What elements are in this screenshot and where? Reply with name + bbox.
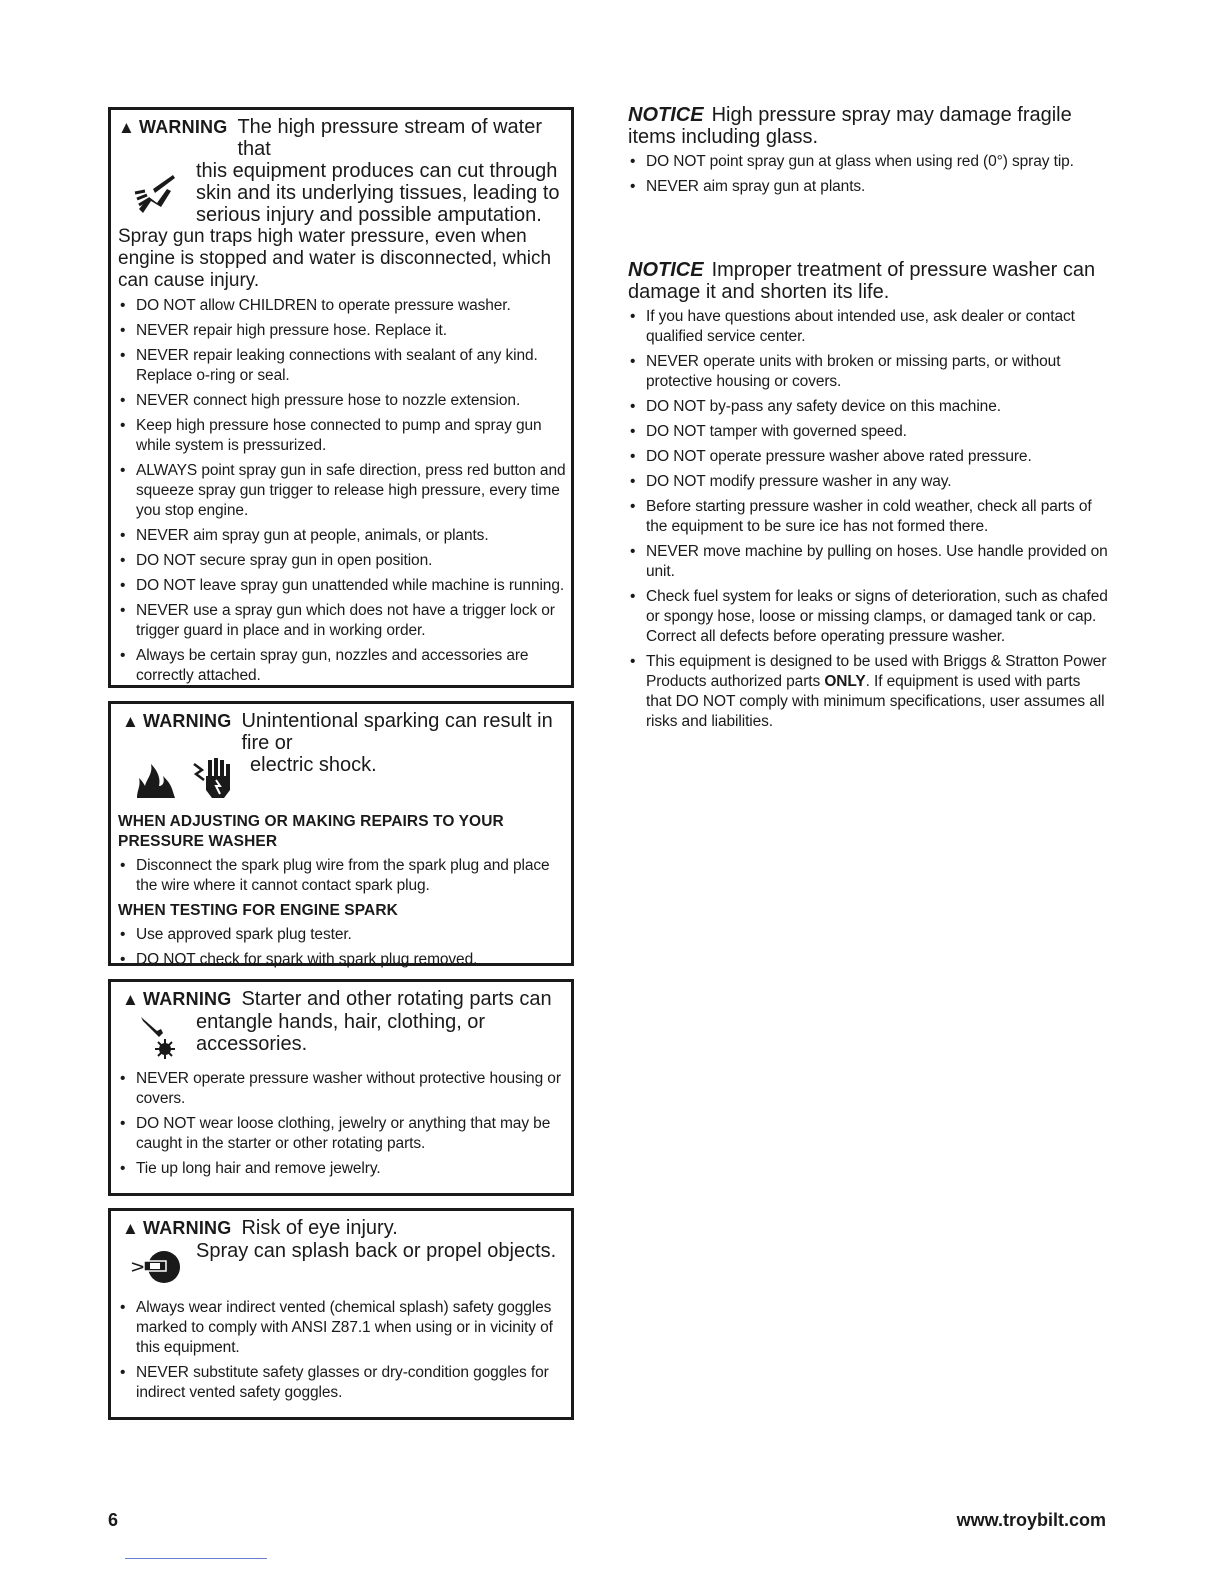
list-item: • NEVER operate units with broken or missing parts, or without protective housing or covers. (628, 352, 1108, 392)
warning-lead-text: Spray gun traps high water pressure, even when engine is stopped and water is disconnected, which can cause injury. (118, 226, 552, 291)
fire-hazard-icon (128, 754, 184, 804)
list-item: • NEVER aim spray gun at people, animals, or plants. (118, 526, 566, 546)
warning-header (118, 116, 566, 160)
warning-list (118, 925, 566, 970)
footer-divider (125, 1558, 267, 1559)
list-item: • DO NOT by-pass any safety device on this machine. (628, 397, 1108, 417)
list-item: • NEVER repair high pressure hose. Replace it. (118, 321, 566, 341)
notice-list-final (628, 652, 1108, 732)
warning-headline: The high pressure stream of water that (237, 116, 543, 160)
section-heading: WHEN TESTING FOR ENGINE SPARK (118, 902, 398, 919)
notice-list (628, 307, 1108, 647)
notice-headline: High pressure spray may damage fragile items including glass. (628, 104, 1072, 148)
warning-label: ▲ WARNING (118, 117, 228, 137)
list-item: • Tie up long hair and remove jewelry. (118, 1159, 566, 1179)
warning-triangle-icon: ▲ (122, 990, 140, 1009)
list-item: • DO NOT check for spark with spark plug removed. (118, 950, 566, 970)
warning-header (118, 988, 566, 1011)
list-item: • Disconnect the spark plug wire from the spark plug and place the wire where it cannot contact spark plug. (118, 856, 566, 896)
list-item: • NEVER move machine by pulling on hoses. Use handle provided on unit. (628, 542, 1108, 582)
warning-content (118, 160, 566, 226)
warning-box-eye-injury (108, 1208, 574, 1420)
list-item: • DO NOT leave spray gun unattended while machine is running. (118, 576, 566, 596)
list-item: • DO NOT tamper with governed speed. (628, 422, 1108, 442)
warning-header (118, 710, 566, 754)
warning-continuation: this equipment produces can cut through skin and its underlying tissues, leading to serious injury and possible amputation. (196, 160, 560, 226)
entanglement-hazard-icon (118, 1011, 192, 1061)
warning-label: ▲ WARNING (122, 711, 232, 731)
list-item: • DO NOT secure spray gun in open position. (118, 551, 566, 571)
list-item: • Always wear indirect vented (chemical splash) safety goggles marked to comply with ANSI Z87.1 when using or in vicinity of this equipment. (118, 1298, 566, 1358)
warning-content (118, 1240, 566, 1290)
notice-header (628, 104, 1108, 148)
list-item: • NEVER use a spray gun which does not have a trigger lock or trigger guard in place and in working order. (118, 601, 566, 641)
notice-header (628, 259, 1108, 303)
warning-list (118, 296, 566, 686)
warning-triangle-icon: ▲ (122, 1219, 140, 1238)
list-item: • Always be certain spray gun, nozzles and accessories are correctly attached. (118, 646, 566, 686)
list-item: • ALWAYS point spray gun in safe direction, press red button and squeeze spray gun trigger to release high pressure, every time you stop engine. (118, 461, 566, 521)
list-item: • Before starting pressure washer in cold weather, check all parts of the equipment to be sure ice has not formed there. (628, 497, 1108, 537)
list-item: • Use approved spark plug tester. (118, 925, 566, 945)
list-item: • DO NOT allow CHILDREN to operate pressure washer. (118, 296, 566, 316)
list-item: • Check fuel system for leaks or signs of deterioration, such as chafed or spongy hose, loose or missing clamps, or damaged tank or cap. Correct all defects before operating pressure washer. (628, 587, 1108, 647)
notice-label: NOTICE (628, 259, 704, 281)
list-item: • This equipment is designed to be used with Briggs & Stratton Power Products authorized parts ONLY. If equipment is used with parts that DO NOT comply with minimum specifications, user assumes all risks and liabilities. (628, 652, 1108, 732)
warning-box-rotating-parts (108, 979, 574, 1196)
page-number: 6 (108, 1510, 119, 1530)
warning-continuation: electric shock. (250, 754, 377, 776)
list-item: • DO NOT modify pressure washer in any way. (628, 472, 1108, 492)
warning-triangle-icon: ▲ (118, 118, 136, 137)
list-item: • NEVER repair leaking connections with sealant of any kind. Replace o-ring or seal. (118, 346, 566, 386)
list-item: • NEVER substitute safety glasses or dry-condition goggles for indirect vented safety goggles. (118, 1363, 566, 1403)
list-item: • If you have questions about intended use, ask dealer or contact qualified service center. (628, 307, 1108, 347)
warning-content (118, 1011, 566, 1061)
notice-improper-treatment (628, 259, 1108, 737)
eye-protection-icon (118, 1240, 192, 1290)
warning-header (118, 1217, 566, 1240)
notice-label: NOTICE (628, 104, 704, 126)
warning-headline: Risk of eye injury. (241, 1217, 398, 1239)
warning-content (118, 754, 566, 804)
section-heading: WHEN ADJUSTING OR MAKING REPAIRS TO YOUR PRESSURE WASHER (118, 813, 504, 850)
warning-list (118, 1069, 566, 1179)
website-link[interactable]: www.troybilt.com (956, 1510, 1106, 1530)
warning-headline: Starter and other rotating parts can (241, 988, 552, 1010)
warning-label: ▲ WARNING (122, 1218, 232, 1238)
warning-label: ▲ WARNING (122, 989, 232, 1009)
list-item: • NEVER connect high pressure hose to nozzle extension. (118, 391, 566, 411)
notice-fragile-items (628, 104, 1108, 202)
warning-list (118, 856, 566, 896)
warning-continuation: Spray can splash back or propel objects. (196, 1240, 557, 1262)
notice-list (628, 152, 1108, 197)
list-item: • DO NOT wear loose clothing, jewelry or anything that may be caught in the starter or other rotating parts. (118, 1114, 566, 1154)
list-item: • DO NOT operate pressure washer above rated pressure. (628, 447, 1108, 467)
list-item: • DO NOT point spray gun at glass when using red (0°) spray tip. (628, 152, 1108, 172)
warning-box-sparking (108, 701, 574, 966)
list-item: • Keep high pressure hose connected to pump and spray gun while system is pressurized. (118, 416, 566, 456)
notice-headline: Improper treatment of pressure washer can damage it and shorten its life. (628, 259, 1096, 303)
skin-injection-hazard-icon (118, 160, 192, 226)
warning-headline: Unintentional sparking can result in fire or (241, 710, 553, 754)
list-item: • NEVER aim spray gun at plants. (628, 177, 1108, 197)
warning-box-high-pressure (108, 107, 574, 688)
warning-triangle-icon: ▲ (122, 712, 140, 731)
warning-continuation: entangle hands, hair, clothing, or accessories. (196, 1011, 486, 1055)
electric-shock-hand-icon (184, 754, 240, 804)
list-item: • NEVER operate pressure washer without protective housing or covers. (118, 1069, 566, 1109)
warning-list (118, 1298, 566, 1403)
